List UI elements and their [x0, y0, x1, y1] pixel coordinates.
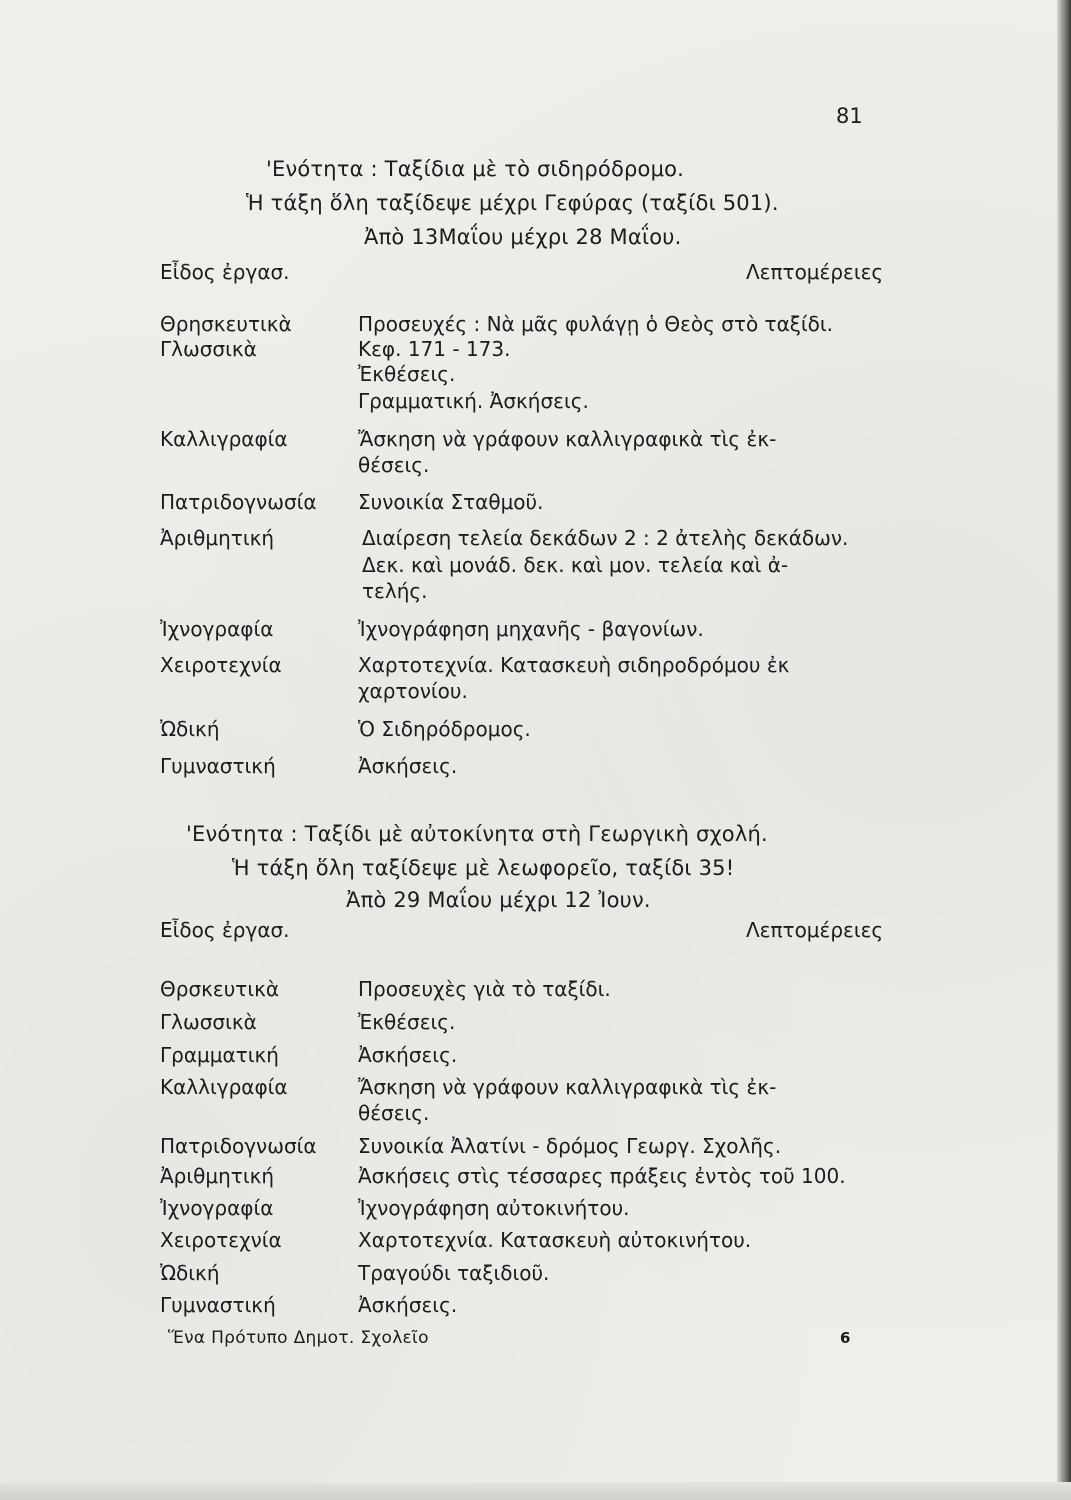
s1-detail-language-1: Κεφ. 171 - 173. — [358, 337, 511, 361]
section1-dates: Ἀπὸ 13Μαΐου μέχρι 28 Μαΐου. — [364, 225, 682, 249]
section2-col-right: Λεπτομέρειες — [746, 918, 884, 942]
s1-subject-homeland: Πατριδογνωσία — [160, 490, 317, 514]
s2-detail-homeland: Συνοικία Ἀλατίνι - δρόμος Γεωργ. Σχολῆς. — [358, 1134, 782, 1158]
s1-detail-arithmetic-3: τελής. — [362, 579, 428, 603]
s1-subject-drawing: Ἰχνογραφία — [160, 617, 274, 641]
page-edge-bottom — [0, 1482, 1071, 1500]
section2-col-left: Εἶδος ἐργασ. — [160, 918, 290, 942]
s2-subject-religion: Θρσκευτικὰ — [160, 977, 280, 1001]
section1-title: 'Ενότητα : Ταξίδια μὲ τὸ σιδηρόδρομο. — [266, 157, 685, 181]
s1-detail-gymnastics: Ἀσκήσεις. — [358, 754, 458, 778]
section1-subtitle: Ἡ τάξη ὅλη ταξίδεψε μέχρι Γεφύρας (ταξίδι 501). — [246, 191, 779, 215]
s1-detail-arithmetic-1: Διαίρεση τελεία δεκάδων 2 : 2 ἀτελὴς δεκάδων. — [362, 526, 849, 550]
page-edge-right — [1057, 0, 1071, 1500]
s1-detail-religion: Προσευχές : Νὰ μᾶς φυλάγῃ ὁ Θεὸς στὸ ταξίδι. — [358, 312, 834, 336]
s1-detail-language-2: Ἐκθέσεις. — [358, 362, 456, 386]
s1-subject-music: Ὠδική — [160, 717, 220, 741]
s1-detail-drawing: Ἰχνογράφηση μηχανῆς - βαγονίων. — [358, 617, 704, 641]
s1-subject-gymnastics: Γυμναστική — [160, 754, 276, 778]
s2-detail-religion: Προσευχὲς γιὰ τὸ ταξίδι. — [358, 977, 611, 1001]
footer-signature-number: 6 — [840, 1329, 851, 1347]
s2-detail-calligraphy-2: θέσεις. — [358, 1101, 430, 1125]
s1-subject-calligraphy: Καλλιγραφία — [160, 427, 288, 451]
section2-subtitle: Ἡ τάξη ὅλη ταξίδεψε μὲ λεωφορεῖο, ταξίδι 35! — [232, 856, 735, 880]
section2-dates: Ἀπὸ 29 Μαΐου μέχρι 12 Ἰουν. — [346, 888, 651, 912]
s1-detail-handicraft-1: Χαρτοτεχνία. Κατασκευὴ σιδηροδρόμου ἐκ — [358, 653, 790, 677]
s2-detail-music: Τραγούδι ταξιδιοῦ. — [358, 1261, 550, 1285]
s1-detail-music: Ὁ Σιδηρόδρομος. — [358, 717, 531, 741]
s2-subject-language: Γλωσσικὰ — [160, 1010, 257, 1034]
s2-detail-drawing: Ἰχνογράφηση αὐτοκινήτου. — [358, 1196, 630, 1220]
s2-detail-gymnastics: Ἀσκήσεις. — [358, 1293, 458, 1317]
s1-detail-arithmetic-2: Δεκ. καὶ μονάδ. δεκ. καὶ μον. τελεία καὶ ἀ- — [362, 553, 789, 577]
s1-detail-homeland: Συνοικία Σταθμοῦ. — [358, 490, 544, 514]
s2-subject-arithmetic: Ἀριθμητική — [160, 1164, 275, 1188]
section1-col-right: Λεπτομέρειες — [746, 260, 884, 284]
section2-title: 'Ενότητα : Ταξίδι μὲ αὐτοκίνητα στὴ Γεωργικὴ σχολή. — [186, 822, 768, 846]
s1-subject-arithmetic: Ἀριθμητική — [160, 526, 275, 550]
s2-subject-gymnastics: Γυμναστική — [160, 1293, 276, 1317]
s1-detail-handicraft-2: χαρτονίου. — [358, 679, 468, 703]
s1-subject-language: Γλωσσικὰ — [160, 337, 257, 361]
page-number: 81 — [836, 104, 863, 128]
s2-subject-calligraphy: Καλλιγραφία — [160, 1075, 288, 1099]
s2-detail-language: Ἐκθέσεις. — [358, 1010, 456, 1034]
s2-subject-grammar: Γραμματική — [160, 1043, 279, 1067]
s1-detail-language-3: Γραμματική. Ἀσκήσεις. — [358, 389, 589, 413]
s1-detail-calligraphy-2: θέσεις. — [358, 453, 430, 477]
s1-subject-handicraft: Χειροτεχνία — [160, 653, 282, 677]
s2-subject-drawing: Ἰχνογραφία — [160, 1196, 274, 1220]
s2-detail-grammar: Ἀσκήσεις. — [358, 1043, 458, 1067]
s2-detail-calligraphy-1: Ἄσκηση νὰ γράφουν καλλιγραφικὰ τὶς ἐκ- — [358, 1075, 777, 1099]
s2-detail-arithmetic: Ἀσκήσεις στὶς τέσσαρες πράξεις ἐντὸς τοῦ 100. — [358, 1164, 846, 1188]
section1-col-left: Εἶδος ἐργασ. — [160, 260, 290, 284]
s1-detail-calligraphy-1: Ἄσκηση νὰ γράφουν καλλιγραφικὰ τὶς ἐκ- — [358, 427, 777, 451]
s1-subject-religion: Θρησκευτικὰ — [160, 312, 292, 336]
s2-detail-handicraft: Χαρτοτεχνία. Κατασκευὴ αὐτοκινήτου. — [358, 1228, 752, 1252]
s2-subject-music: Ὠδική — [160, 1261, 220, 1285]
s2-subject-handicraft: Χειροτεχνία — [160, 1228, 282, 1252]
s2-subject-homeland: Πατριδογνωσία — [160, 1134, 317, 1158]
footer-book-title: Ἕνα Πρότυπο Δημοτ. Σχολεῖο — [168, 1328, 429, 1348]
